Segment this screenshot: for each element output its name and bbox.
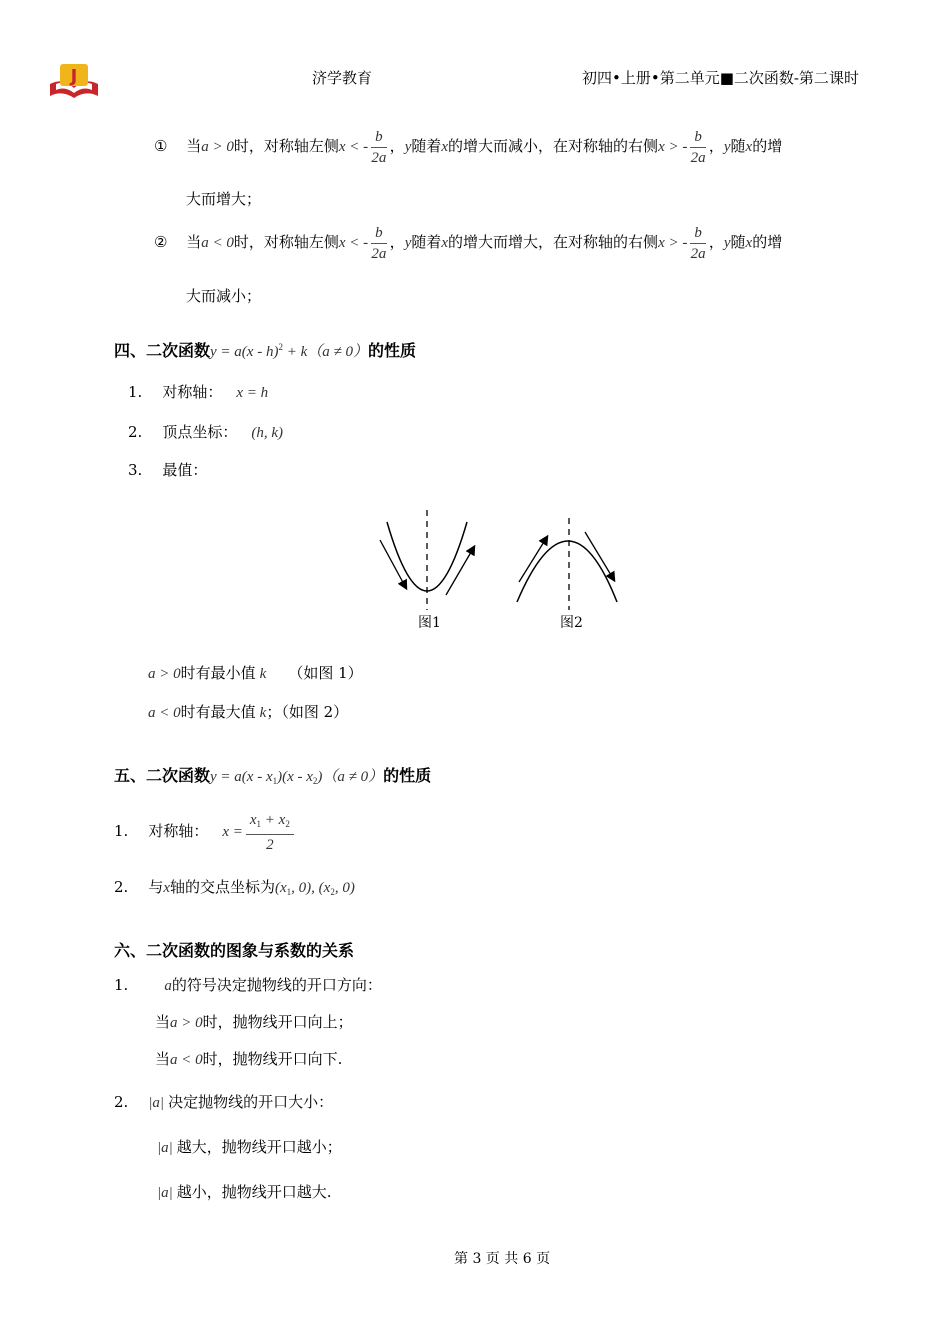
sec6-item-2: 2. |a| 决定抛物线的开口大小： bbox=[114, 1093, 334, 1111]
sec4-item-1: 1. 对称轴： x = h bbox=[128, 383, 269, 401]
sec6-heading: 六、二次函数的图象与系数的关系 bbox=[114, 941, 355, 960]
fraction-midpoint: $\frac{x_1 + x_2}{2}$ bbox=[246, 810, 294, 855]
figure-2-downward-parabola bbox=[517, 518, 617, 610]
sec5-item-2: 2. 与x轴的交点坐标为($x_1$, 0), ($x_2$, 0) bbox=[114, 878, 355, 897]
header-course: 初四•上册•第二单元■二次函数-第二课时 bbox=[582, 69, 859, 87]
max-value-line: a < 0时有最大值 k；（如图 2） bbox=[148, 703, 349, 721]
sec3-item2-line1: ② 当a < 0时，对称轴左侧x < - $\frac{b}{2a}$ ，y随着x的增大而增大，在对称轴的右侧x > - $\frac{b}{2a}$ ，y随x的增 bbox=[154, 224, 783, 262]
fraction-b-over-2a: $\frac{b}{2a}$ bbox=[371, 224, 387, 262]
sec3-item1-line2: 大而增大； bbox=[186, 190, 262, 208]
svg-text:J: J bbox=[70, 66, 78, 87]
figure-1-caption: 图1 bbox=[418, 615, 441, 631]
sec6-item-1-line-1: 当a > 0时，抛物线开口向上； bbox=[155, 1013, 353, 1031]
figure-2-caption: 图2 bbox=[560, 615, 583, 631]
circled-marker: ① bbox=[154, 137, 168, 155]
min-value-line: a > 0时有最小值 k （如图 1） bbox=[148, 664, 363, 682]
sec6-item-1: 1. a的符号决定抛物线的开口方向： bbox=[114, 976, 382, 994]
circled-marker: ② bbox=[154, 233, 168, 251]
sec4-heading: 四、二次函数y = a(x - h)$^2$ + k（a ≠ 0）的性质 bbox=[114, 341, 416, 360]
page-number: 第 3 页 共 6 页 bbox=[454, 1251, 551, 1267]
sec6-item-2-line-1: |a| 越大，抛物线开口越小； bbox=[157, 1138, 342, 1156]
sec5-heading: 五、二次函数$y = a(x - x_1)(x - x_2)(a \ne 0)$的性质 bbox=[114, 766, 432, 786]
figure-1-upward-parabola bbox=[380, 510, 474, 610]
sec4-item-2: 2. 顶点坐标： (h, k) bbox=[128, 423, 283, 441]
sec6-item-1-line-2: 当a < 0时，抛物线开口向下. bbox=[155, 1050, 343, 1068]
sec5-item-1: 1. 对称轴： x = $\frac{x_1 + x_2}{2}$ bbox=[114, 808, 297, 854]
fraction-b-over-2a: $\frac{b}{2a}$ bbox=[690, 224, 706, 262]
sec4-item-3: 3. 最值： bbox=[128, 461, 208, 479]
fraction-b-over-2a: $\frac{b}{2a}$ bbox=[371, 128, 387, 166]
header-brand: 济学教育 bbox=[312, 69, 373, 87]
sec6-item-2-line-2: |a| 越小，抛物线开口越大. bbox=[157, 1183, 332, 1201]
sec3-item2-line2: 大而减小； bbox=[186, 287, 262, 305]
fraction-b-over-2a: $\frac{b}{2a}$ bbox=[690, 128, 706, 166]
header-logo bbox=[48, 62, 100, 100]
sec3-item1-line1: ① 当a > 0时，对称轴左侧x < - $\frac{b}{2a}$ ，y随着x的增大而减小，在对称轴的右侧x > - $\frac{b}{2a}$ ，y随x的增 bbox=[154, 128, 783, 166]
parabola-figures bbox=[370, 510, 630, 630]
